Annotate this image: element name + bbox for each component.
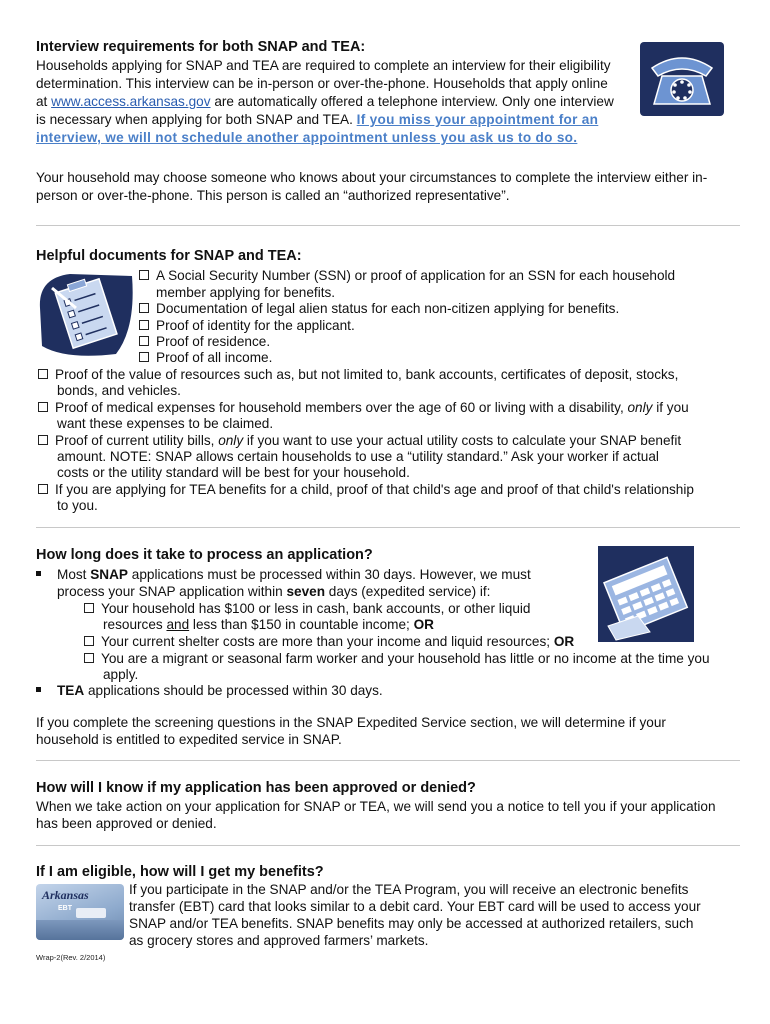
checkbox-icon xyxy=(139,352,149,362)
process-bullet-continued: process your SNAP application within seven days (expedited service) if: xyxy=(57,584,491,599)
ebt-card-image xyxy=(36,884,124,940)
approval-line: When we take action on your application for SNAP or TEA, we will send you a notice to tell you if your application xyxy=(36,799,716,814)
document-item: Proof of the value of resources such as, but not limited to, bank accounts, certificates of deposit, stocks, xyxy=(38,366,678,383)
benefits-line: transfer (EBT) card that looks similar to a debit card. Your EBT card will be used to access your xyxy=(129,899,701,914)
bullet-icon xyxy=(36,687,41,692)
checkbox-icon xyxy=(38,369,48,379)
checkbox-icon xyxy=(84,653,94,663)
checkbox-icon xyxy=(139,303,149,313)
document-item-continued: amount. NOTE: SNAP allows certain households to use a “utility standard.” Ask your worker if actual xyxy=(57,449,659,464)
authorized-rep-line: person or over-the-phone. This person is called an “authorized representative”. xyxy=(36,188,510,203)
document-item-continued: costs or the utility standard will be best for your household. xyxy=(57,465,410,480)
checkbox-icon xyxy=(84,636,94,646)
section-divider xyxy=(36,845,740,846)
process-bullet: Most SNAP applications must be processed within 30 days. However, we must xyxy=(36,566,531,583)
approval-heading: How will I know if my application has been approved or denied? xyxy=(36,780,476,796)
document-item-continued: want these expenses to be claimed. xyxy=(57,416,274,431)
section-divider xyxy=(36,760,740,761)
document-item: Documentation of legal alien status for each non-citizen applying for benefits. xyxy=(139,300,619,317)
expedited-criterion: Your household has $100 or less in cash, bank accounts, or other liquid xyxy=(84,600,531,617)
interview-line: Households applying for SNAP and TEA are required to complete an interview for their eligibility xyxy=(36,58,611,73)
benefits-heading: If I am eligible, how will I get my benefits? xyxy=(36,864,324,880)
checkbox-icon xyxy=(38,435,48,445)
document-item: Proof of current utility bills, only if you want to use your actual utility costs to calculate your SNAP benefit xyxy=(38,432,681,449)
checkbox-icon xyxy=(38,484,48,494)
expedited-criterion-continued: apply. xyxy=(103,667,139,682)
checkbox-icon xyxy=(139,336,149,346)
process-heading: How long does it take to process an application? xyxy=(36,547,373,563)
calculator-icon xyxy=(598,546,694,642)
interview-line: determination. This interview can be in-person or over-the-phone. Households that apply online xyxy=(36,76,608,91)
checkbox-icon xyxy=(139,320,149,330)
expedited-paragraph: If you complete the screening questions in the SNAP Expedited Service section, we will determine if your xyxy=(36,715,666,730)
authorized-rep-line: Your household may choose someone who knows about your circumstances to complete the interview either in- xyxy=(36,170,708,185)
missed-appointment-warning: If you miss your appointment for an xyxy=(356,112,599,127)
interview-line: is necessary when applying for both SNAP and TEA. If you miss your appointment for an xyxy=(36,112,599,127)
document-item: Proof of medical expenses for household members over the age of 60 or living with a disability, only if you xyxy=(38,399,689,416)
document-item-continued: to you. xyxy=(57,498,98,513)
benefits-line: as grocery stores and approved farmers’ markets. xyxy=(129,933,429,948)
expedited-criterion: Your current shelter costs are more than your income and liquid resources; OR xyxy=(84,633,574,650)
access-arkansas-link[interactable]: www.access.arkansas.gov xyxy=(51,94,211,109)
benefits-line: If you participate in the SNAP and/or the TEA Program, you will receive an electronic benefits xyxy=(129,882,689,897)
checkbox-icon xyxy=(139,270,149,280)
section-divider xyxy=(36,225,740,226)
interview-line: at www.access.arkansas.gov are automatically offered a telephone interview. Only one interview xyxy=(36,94,614,109)
document-item: If you are applying for TEA benefits for a child, proof of that child's age and proof of that child's relationship xyxy=(38,481,694,498)
document-item-continued: member applying for benefits. xyxy=(156,285,336,300)
interview-heading: Interview requirements for both SNAP and TEA: xyxy=(36,39,366,55)
bullet-icon xyxy=(36,571,41,576)
approval-line: has been approved or denied. xyxy=(36,816,217,831)
expedited-criterion-continued: resources and less than $150 in countable income; OR xyxy=(103,617,434,632)
checklist-clipboard-icon xyxy=(36,268,136,360)
document-item: Proof of residence. xyxy=(139,333,270,350)
form-revision-code: Wrap-2(Rev. 2/2014) xyxy=(36,953,106,962)
expedited-paragraph: household is entitled to expedited service in SNAP. xyxy=(36,732,342,747)
expedited-criterion: You are a migrant or seasonal farm worker and your household has little or no income at the time you xyxy=(84,650,710,667)
checkbox-icon xyxy=(38,402,48,412)
documents-heading: Helpful documents for SNAP and TEA: xyxy=(36,248,302,264)
ebt-card-brand: Arkansas xyxy=(42,888,89,902)
document-item-continued: bonds, and vehicles. xyxy=(57,383,181,398)
telephone-icon xyxy=(640,42,724,116)
interview-line xyxy=(36,129,577,146)
process-bullet: TEA applications should be processed within 30 days. xyxy=(36,682,383,699)
document-item: A Social Security Number (SSN) or proof of application for an SSN for each household xyxy=(139,267,675,284)
document-item: Proof of all income. xyxy=(139,349,272,366)
missed-appointment-warning: interview, we will not schedule another appointment unless you ask us to do so. xyxy=(36,130,578,145)
benefits-line: SNAP and/or TEA benefits. SNAP benefits may only be accessed at authorized retailers, such xyxy=(129,916,694,931)
section-divider xyxy=(36,527,740,528)
checkbox-icon xyxy=(84,603,94,613)
ebt-card-label: EBT xyxy=(58,905,72,912)
document-item: Proof of identity for the applicant. xyxy=(139,317,355,334)
